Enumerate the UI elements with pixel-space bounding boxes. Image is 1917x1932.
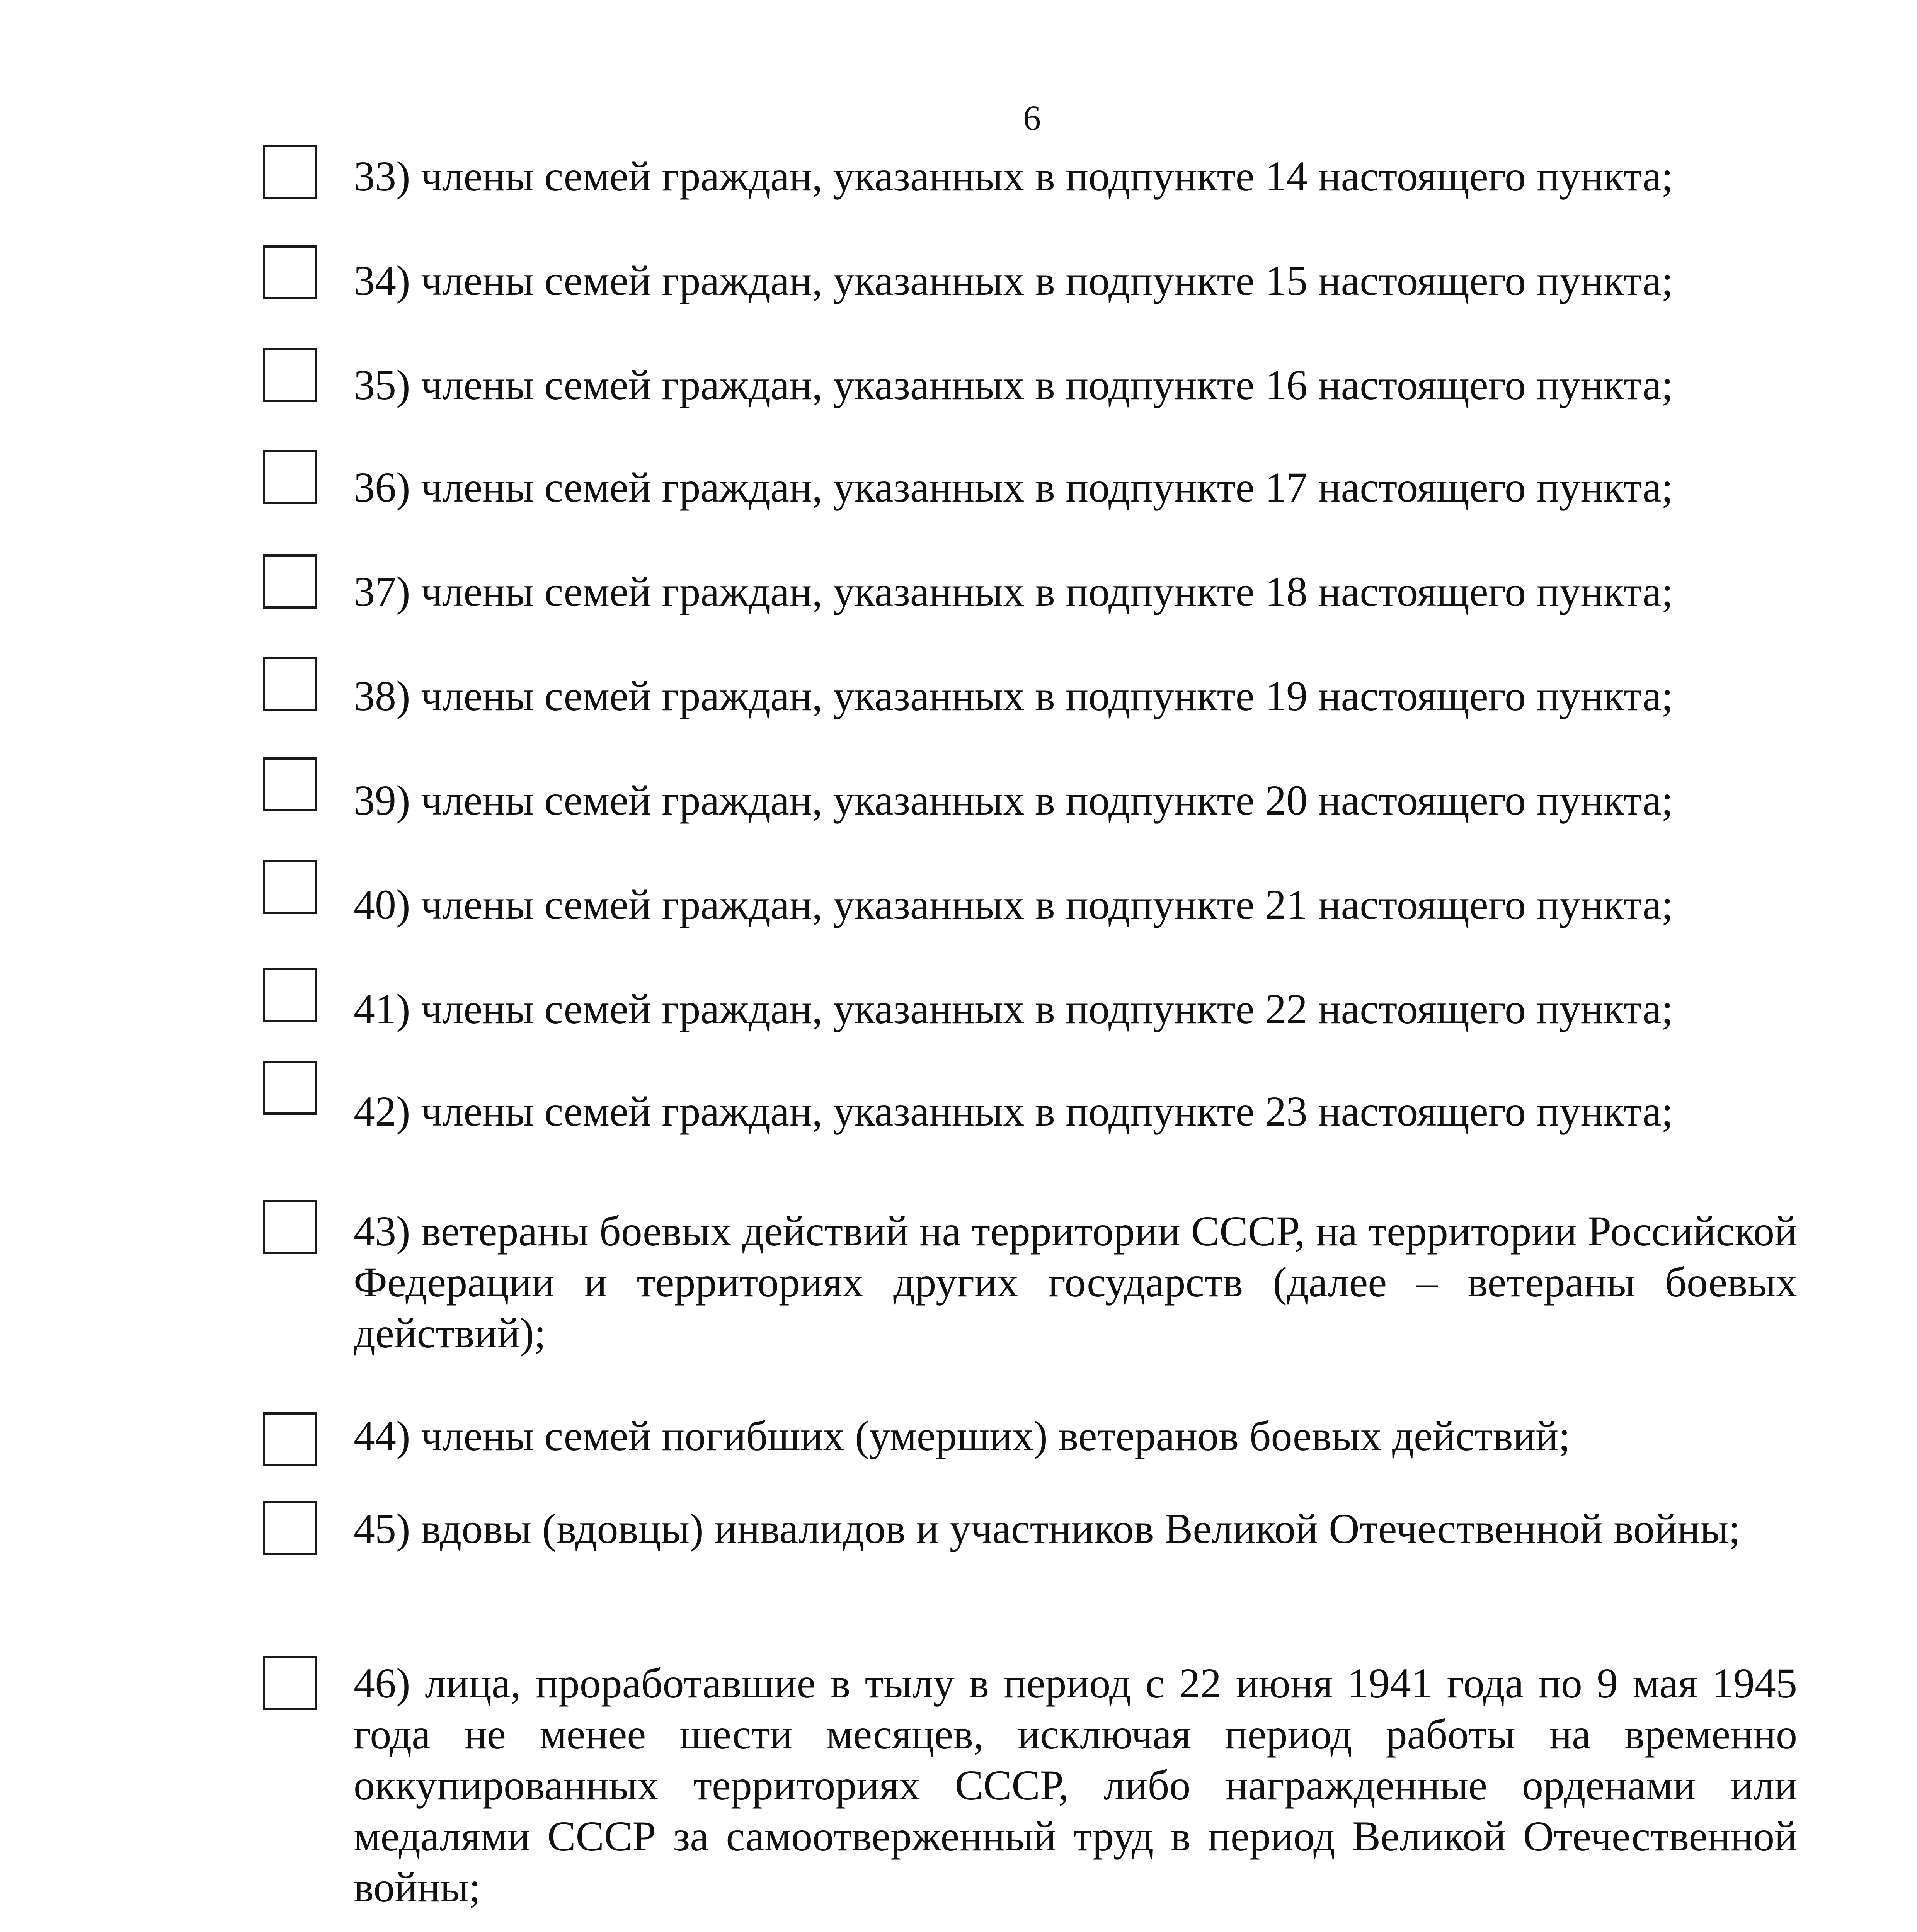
item-37-checkbox[interactable] — [263, 554, 317, 609]
item-45-text: 45) вдовы (вдовцы) инвалидов и участников Великой Отечественной войны; — [354, 1505, 1741, 1552]
item-40-checkbox[interactable] — [263, 860, 317, 914]
item-42-text: 42) члены семей граждан, указанных в подпункте 23 настоящего пункта; — [354, 1088, 1674, 1135]
item-34-text: 34) члены семей граждан, указанных в подпункте 15 настоящего пункта; — [354, 257, 1674, 304]
item-33-text: 33) члены семей граждан, указанных в подпункте 14 настоящего пункта; — [354, 153, 1674, 200]
item-46-text: 46) лица, проработавшие в тылу в период с 22 июня 1941 года по 9 мая 1945 года не менее шести месяцев, исключая период работы на временно оккупированных территориях СССР, либо награжденные орденами или медалями СССР за самоотверженный труд в период Великой Отечественной войны; — [354, 1660, 1797, 1911]
item-34-checkbox[interactable] — [263, 245, 317, 299]
item-36-text: 36) члены семей граждан, указанных в подпункте 17 настоящего пункта; — [354, 464, 1674, 511]
item-38-checkbox[interactable] — [263, 657, 317, 711]
item-43-checkbox[interactable] — [263, 1200, 317, 1254]
item-42-checkbox[interactable] — [263, 1061, 317, 1115]
item-41-text: 41) члены семей граждан, указанных в подпункте 22 настоящего пункта; — [354, 985, 1674, 1032]
item-35-checkbox[interactable] — [263, 348, 317, 402]
item-39-text: 39) члены семей граждан, указанных в подпункте 20 настоящего пункта; — [354, 777, 1674, 824]
item-35-text: 35) члены семей граждан, указанных в подпункте 16 настоящего пункта; — [354, 361, 1674, 408]
item-36-checkbox[interactable] — [263, 450, 317, 504]
item-46-checkbox[interactable] — [263, 1656, 317, 1710]
item-33-checkbox[interactable] — [263, 145, 317, 199]
page-number: 6 — [1023, 98, 1041, 138]
item-37-text: 37) члены семей граждан, указанных в подпункте 18 настоящего пункта; — [354, 568, 1674, 615]
item-43-text: 43) ветераны боевых действий на территории СССР, на территории Российской Федерации и территориях других государств (далее – ветераны боевых действий); — [354, 1208, 1797, 1357]
item-39-checkbox[interactable] — [263, 757, 317, 811]
item-44-text: 44) члены семей погибших (умерших) ветеранов боевых действий; — [354, 1412, 1570, 1459]
item-38-text: 38) члены семей граждан, указанных в подпункте 19 настоящего пункта; — [354, 672, 1674, 719]
item-44-checkbox[interactable] — [263, 1412, 317, 1466]
item-40-text: 40) члены семей граждан, указанных в подпункте 21 настоящего пункта; — [354, 881, 1674, 928]
item-41-checkbox[interactable] — [263, 968, 317, 1022]
item-45-checkbox[interactable] — [263, 1501, 317, 1555]
